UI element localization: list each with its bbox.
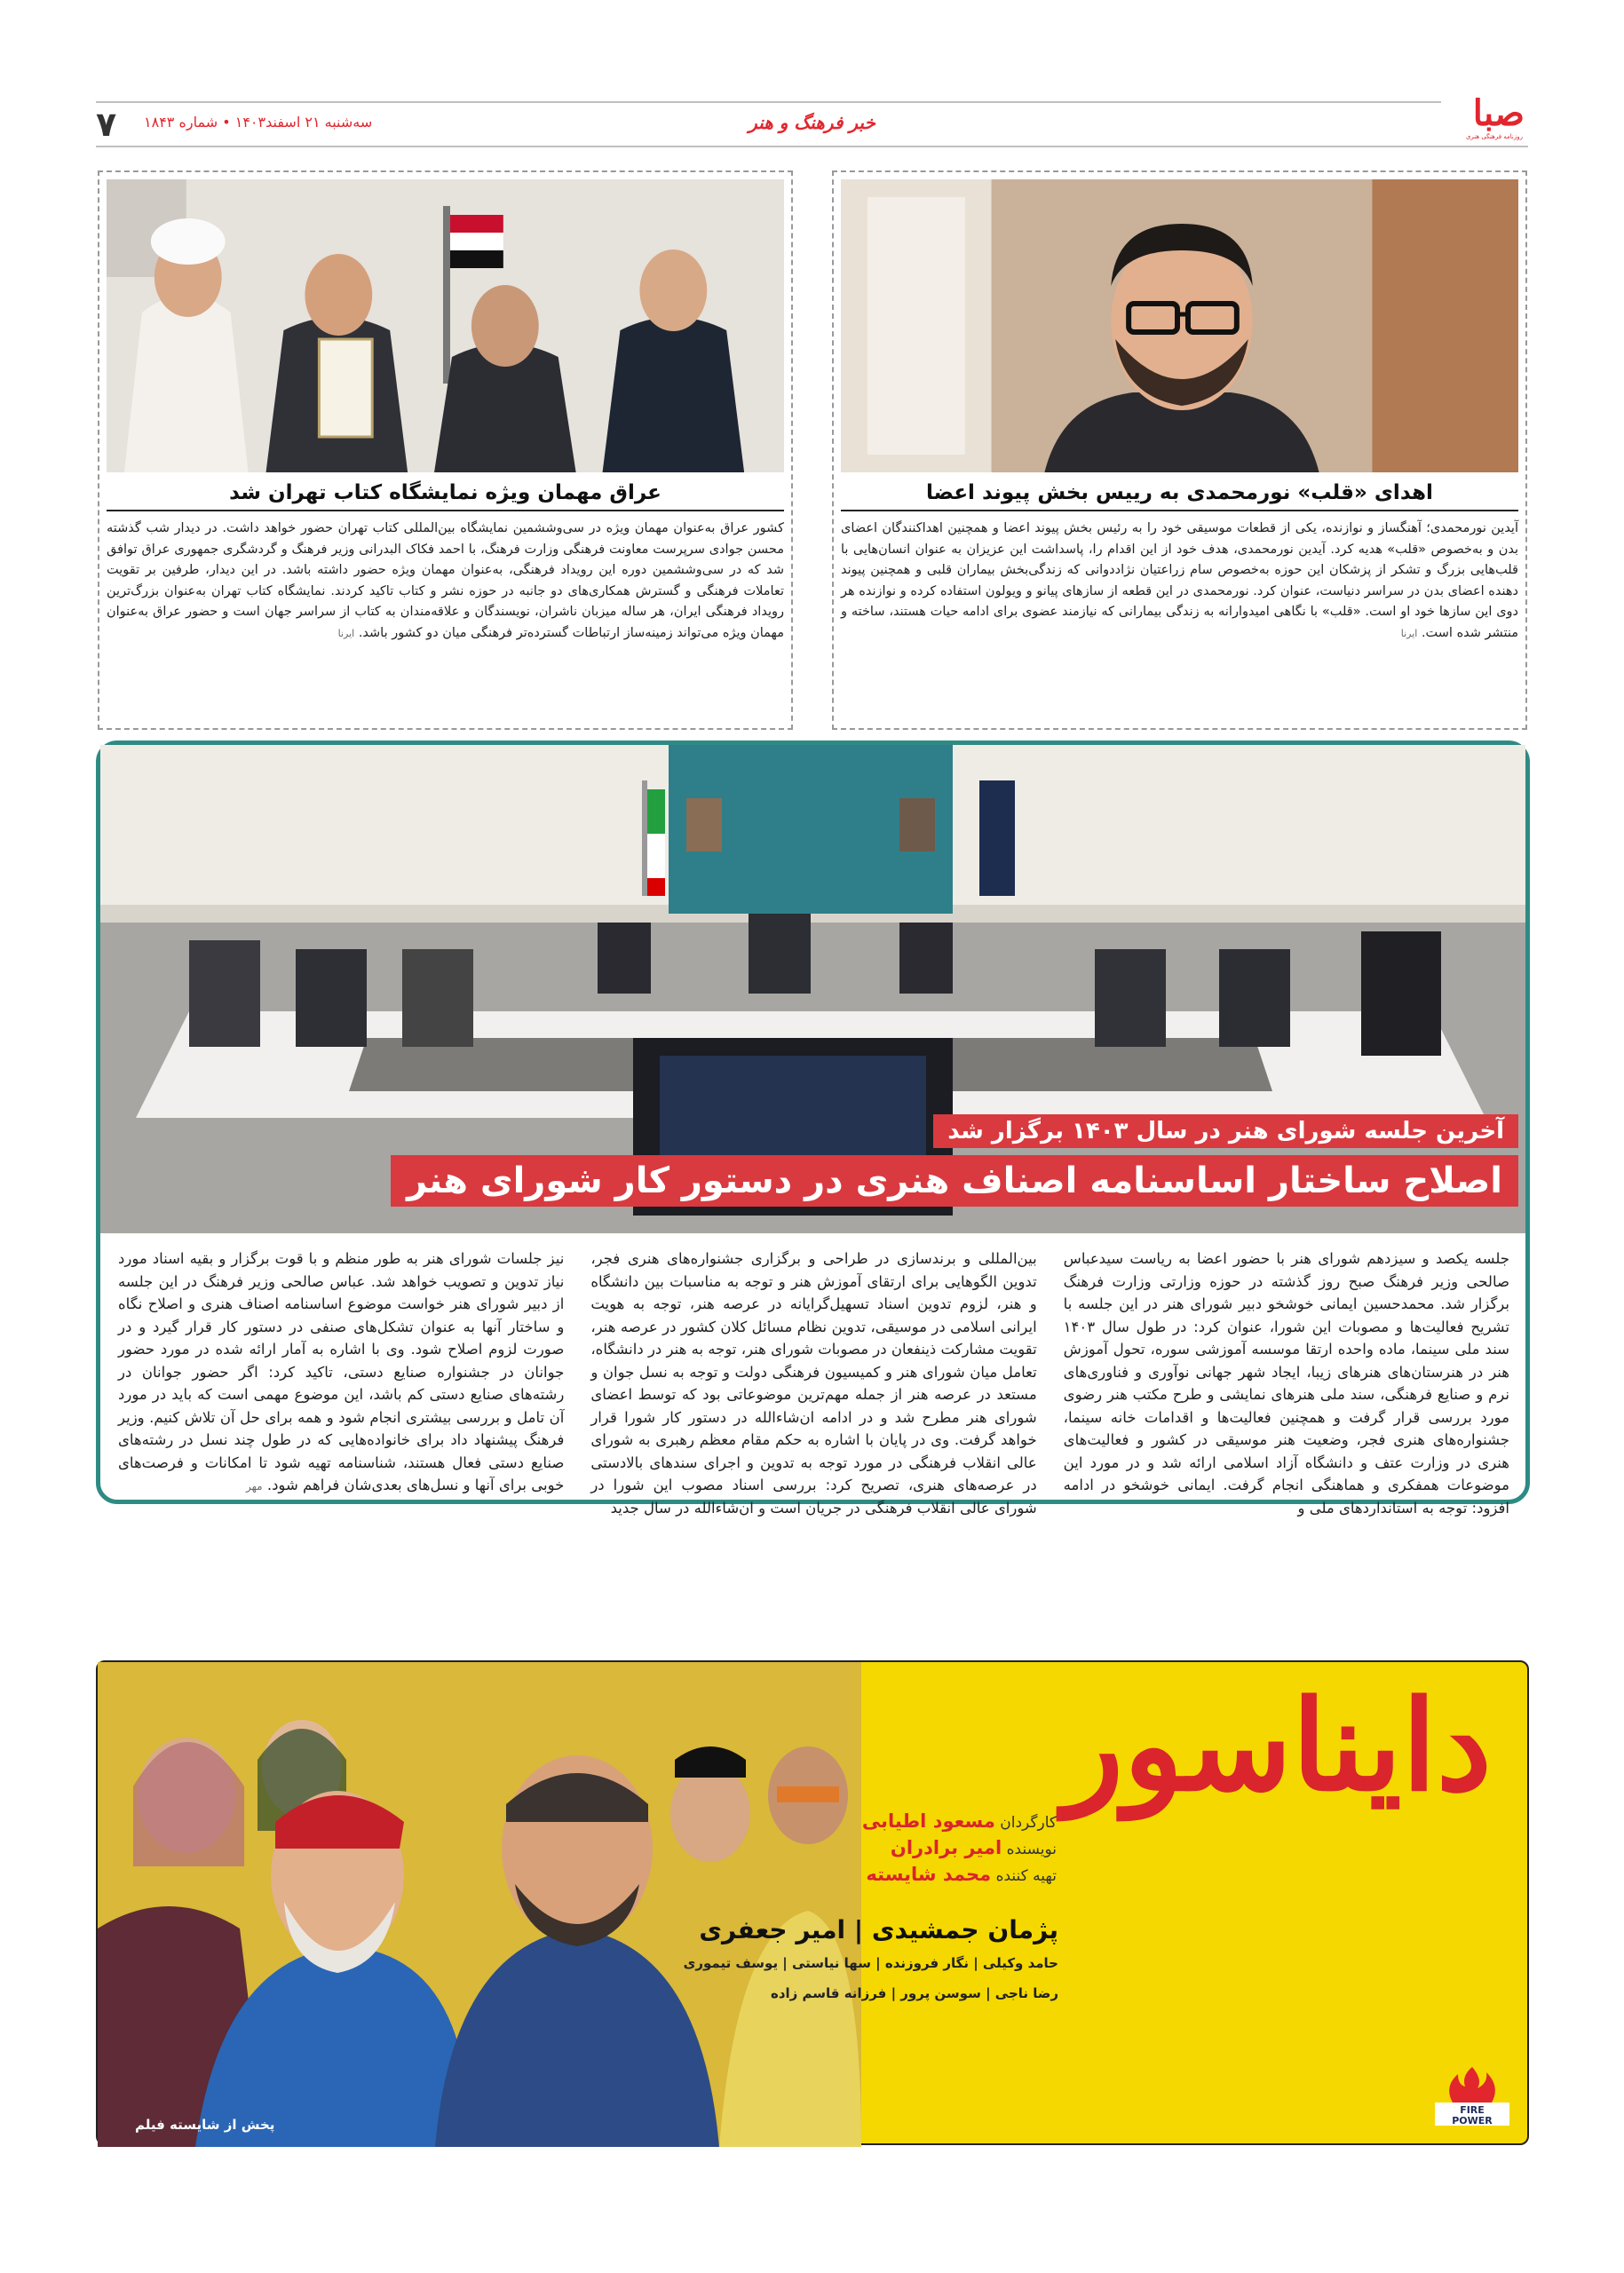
story-body <box>107 519 784 644</box>
delegation-image <box>107 179 784 472</box>
logo-subtitle: روزنامه فرهنگی هنری <box>1465 133 1523 140</box>
feature-art-council <box>96 741 1530 1517</box>
credit-director <box>862 1809 1057 1835</box>
credit-name: محمد شایسته <box>866 1864 992 1885</box>
issue-info: سه‌شنبه ۲۱ اسفند۱۴۰۳ • شماره ۱۸۴۳ <box>144 114 373 131</box>
page-header <box>96 92 1528 147</box>
film-cast <box>684 1915 1058 2005</box>
section-title: خبر فرهنگ و هنر <box>749 112 875 133</box>
feature-column-2: بین‌المللی و برندسازی در طراحی و برگزاری جشنواره‌های هنری فجر، تدوین الگوهایی برای ارتقای آموزش هنر و توجه به مناسبات بین دانشگاه و هنر، لزوم تدوین اسناد تسهیل‌گرایانه در عرصه هنر، توجه به هویت ایرانی اسلامی در موسیقی، تدوین نظام مسائل کلان کشور در عرصه هنر، تقویت مشارکت ذینفعان در مصوبات شورای هنر، توجه به هنر در دانشگاه، تعامل میان شورای هنر و کمیسیون فرهنگی دولت و توجه به نسل جوان و مستعد در عرصه هنر از جمله مهم‌ترین موضوعاتی بود که توسط اعضای شورای هنر مطرح شد و در ادامه ان‌شاءالله در دستور کار شورا قرار خواهد گرفت. وی در پایان با اشاره به حکم مقام معظم رهبری به شورای عالی انقلاب فرهنگی در مورد توجه به تدوین و اجرای سندهای بالادستی در عرصه‌های هنری، تصریح کرد: بررسی اسناد مصوب این شورا در شورای عالی انقلاب فرهنگی در جریان است و ان‌شاءالله در سال جدید <box>590 1250 1037 1517</box>
header-top-rule <box>96 101 1528 103</box>
header-bottom-rule <box>96 146 1528 147</box>
story-iraq-book-fair <box>98 170 793 730</box>
lead-actors: پژمان جمشیدی | امیر جعفری <box>699 1915 1058 1944</box>
credit-role: نویسنده <box>1006 1841 1057 1858</box>
supporting-actors-1: حامد وکیلی | نگار فروزنده | سها نیاستی | یوسف تیموری <box>683 1955 1058 1971</box>
feature-column-3 <box>118 1247 564 1491</box>
page-number: ۷ <box>96 105 117 144</box>
film-credits <box>862 1809 1057 1889</box>
distributor: پخش از شایسته فیلم <box>135 2117 275 2133</box>
film-advertisement <box>96 1660 1529 2145</box>
feature-column-3-text: نیز جلسات شورای هنر به طور منظم و با قوت برگزار و بقیه اسناد مورد نیاز تدوین و تصویب خواهد شد. عباس صالحی وزیر فرهنگ در این جلسه از دبیر شورای هنر خواست موضوع اساسنامه اصناف هنری و اصلاح نگاه و ساختار آنها به عنوان تشکل‌های صنفی در دستور کار قرار گیرد و در صورت لزوم اصلاح شود. وی با اشاره به آمار ارائه شده در مورد حضور جوانان در جشنواره صنایع دستی، تاکید کرد: اگر حضور جوانان در رشته‌های صنایع دستی کم باشد، این موضوع مهمی است که باید در مورد آن تامل و بررسی بیشتری انجام شود و همه برای حل آن تلاش کنیم. وزیر فرهنگ پیشنهاد داد برای خانواده‌هایی که در طول چند نسل در رشته‌های صنایع دستی فعال هستند، شناسنامه تهیه شود تا امکانات و فرصت‌های خوبی برای آنها و نسل‌های بعدی‌شان فراهم شود. <box>118 1250 565 1493</box>
title-rule <box>841 510 1518 511</box>
story-title: عراق مهمان ویژه نمایشگاه کتاب تهران شد <box>229 481 661 504</box>
badge-line-1: FIRE <box>1460 2104 1485 2116</box>
credit-role: تهیه کننده <box>995 1867 1057 1885</box>
meeting-photo <box>100 745 1525 1233</box>
story-source: ایرنا <box>337 627 355 639</box>
credit-producer <box>862 1862 1057 1889</box>
flame-icon <box>1430 2063 1515 2127</box>
feature-headline: اصلاح ساختار اساسنامه اصناف هنری در دستور کار شورای هنر <box>391 1155 1518 1207</box>
credit-name: مسعود اطیابی <box>861 1810 995 1832</box>
logo-wordmark: صبا <box>1472 92 1525 134</box>
feature-column-1: جلسه یکصد و سیزدهم شورای هنر با حضور اعضا به ریاست سیدعباس صالحی وزیر فرهنگ صبح روز گذشته در حوزه وزارتی وزارت فرهنگ برگزار شد. محمدحسین ایمانی خوشخو دبیر شورای هنر در این جلسه با تشریح فعالیت‌ها و مصوبات این شورا، عنوان کرد: در طول سال ۱۴۰۳ سند ملی سینما، ماده واحده ارتقا موسسه آموزشی سوره، تحول آموزش هنر در هنرستان‌های هنرهای زیبا، ایجاد شهر جهانی نوآوری و فناوری‌های نرم و صنایع فرهنگی، سند ملی هنرهای نمایشی و طرح مکتب هنر رضوی مورد بررسی قرار گرفت و همچنین فعالیت‌ها و اقدامات خانه سینما، جشنواره‌های هنری فجر، وضعیت هنر موسیقی در کشور و فعالیت‌های هنری در وزارت عتف و دانشگاه آزاد اسلامی ارائه شد و در مورد این موضوعات همفکری و هماهنگی انجام گرفت. ایمانی خوشخو در ادامه افزود: توجه به استانداردهای ملی و <box>1063 1250 1509 1517</box>
credit-name: امیر برادران <box>890 1837 1002 1858</box>
portrait-image <box>841 179 1518 472</box>
badge-line-2: POWER <box>1452 2115 1493 2126</box>
film-title: دایناسور <box>1063 1674 1492 1819</box>
fire-power-badge <box>1430 2063 1515 2127</box>
story-heart-donation <box>832 170 1527 730</box>
story-source: ایرنا <box>1400 627 1418 639</box>
credit-writer <box>862 1835 1057 1862</box>
credit-role: کارگردان <box>1000 1814 1057 1832</box>
story-body <box>841 519 1518 644</box>
supporting-actors-2: رضا ناجی | سوسن پرور | فرزانه قاسم زاده <box>770 1985 1058 2001</box>
portrait-photo <box>841 179 1518 472</box>
feature-columns <box>118 1247 1509 1517</box>
cast-image <box>98 1662 861 2147</box>
delegation-photo <box>107 179 784 472</box>
feature-source: مهر <box>245 1480 263 1493</box>
story-body-text: آیدین نورمحمدی؛ آهنگساز و نوازنده، یکی از قطعات موسیقی خود را به رئیس بخش پیوند اعضا و همچنین اهداکنندگان اعضای بدن و به‌خصوص «قلب» هدیه کرد. آیدین نورمحمدی، هدف خود از این اقدام را، پاسداشت این عزیزان به عنوان انسان‌هایی با قلب‌هایی بزرگ و تشکر از پزشکان این حوزه به‌خصوص سام زراعتیان نژاددوانی که زندگی‌بخش بیماران قلبی و همچنین پیوند دهنده اعضای بدن در سراسر دنیاست، عنوان کرد. نورمحمدی در این قطعه از سازهای پیانو و ویولون استفاده کرده و نوازنده هر دوی این سازها خود او است. «قلب» با نگاهی امیدوارانه به زندگی بیمارانی که نیازمند عضوی برای ادامه حیات هستند، ساخته و منتشر شده است. <box>841 521 1518 640</box>
feature-kicker: آخرین جلسه شورای هنر در سال ۱۴۰۳ برگزار شد <box>933 1114 1518 1148</box>
story-body-text: کشور عراق به‌عنوان مهمان ویژه در سی‌وششمین نمایشگاه بین‌المللی کتاب تهران حضور خواهد داشت. در دیدار شب گذشته محسن جوادی سرپرست معاونت فرهنگی وزارت فرهنگ، با احمد فکاک البدرانی وزیر فرهنگ و گردشگری جمهوری عراق توافق شد که در سی‌وششمین دوره این رویداد فرهنگی، به‌عنوان مهمان ویژه حضور داشته باشد. در این دیدار، طرفین بر تقویت تعاملات فرهنگی و گسترش همکاری‌های دو جانبه در حوزه نشر و کتاب تاکید کردند. نمایشگاه کتاب تهران به‌عنوان بزرگ‌ترین رویداد فرهنگی ایران، هر ساله میزبان ناشران، نویسندگان و علاقه‌مندان به کتاب از سراسر جهان است و حضور عراق به‌عنوان مهمان ویژه می‌تواند زمینه‌ساز ارتباطات گسترده‌تر فرهنگی میان دو کشور باشد. <box>107 521 784 640</box>
newspaper-logo <box>1441 92 1528 146</box>
title-rule <box>107 510 784 511</box>
story-title: اهدای «قلب» نورمحمدی به رییس بخش پیوند اعضا <box>926 481 1433 504</box>
